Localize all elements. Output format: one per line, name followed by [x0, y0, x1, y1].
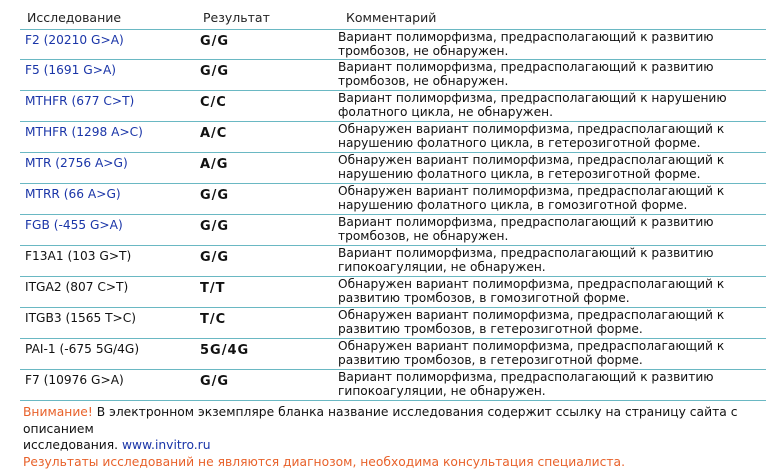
- table-row: [20, 184, 766, 215]
- test-result: A/C: [200, 126, 228, 141]
- table-row: [20, 122, 766, 153]
- comment-line-1: Вариант полиморфизма, предрасполагающий к развитию: [338, 215, 714, 229]
- warning-note-line2: [23, 437, 768, 454]
- comment-line-1: Вариант полиморфизма, предрасполагающий к развитию: [338, 370, 714, 384]
- test-name[interactable]: F2 (20210 G>A): [25, 33, 124, 47]
- warning-label: Внимание!: [23, 405, 93, 419]
- test-name[interactable]: MTHFR (1298 A>C): [25, 125, 143, 139]
- test-result: G/G: [200, 374, 230, 389]
- comment-line-2: нарушению фолатного цикла, в гетерозиготной форме.: [338, 135, 701, 150]
- test-result: T/T: [200, 281, 226, 296]
- test-comment: [338, 123, 738, 150]
- test-comment: [338, 154, 738, 181]
- comment-line-1: Обнаружен вариант полиморфизма, предрасполагающий к: [338, 277, 725, 291]
- table-row: [20, 246, 766, 277]
- test-result: T/C: [200, 312, 227, 327]
- test-result: G/G: [200, 64, 230, 79]
- header-comment: Комментарий: [346, 10, 437, 25]
- comment-line-1: Обнаружен вариант полиморфизма, предрасполагающий к: [338, 122, 725, 136]
- test-name[interactable]: MTR (2756 A>G): [25, 156, 128, 170]
- test-result: G/G: [200, 188, 230, 203]
- test-result: G/G: [200, 34, 230, 49]
- table-row: [20, 277, 766, 308]
- table-row: [20, 153, 766, 184]
- test-comment: [338, 92, 738, 119]
- table-row: [20, 308, 766, 339]
- test-name: F7 (10976 G>A): [25, 373, 124, 387]
- test-result: G/G: [200, 250, 230, 265]
- comment-line-1: Вариант полиморфизма, предрасполагающий к нарушению: [338, 91, 727, 105]
- test-name[interactable]: MTHFR (677 C>T): [25, 94, 135, 108]
- test-name: ITGA2 (807 C>T): [25, 280, 129, 294]
- test-comment: [338, 371, 738, 398]
- comment-line-2: развитию тромбозов, в гетерозиготной форме.: [338, 352, 643, 367]
- table-row: [20, 370, 766, 401]
- comment-line-1: Вариант полиморфизма, предрасполагающий к развитию: [338, 60, 714, 74]
- comment-line-1: Вариант полиморфизма, предрасполагающий к развитию: [338, 246, 714, 260]
- test-comment: [338, 309, 738, 336]
- comment-line-1: Обнаружен вариант полиморфизма, предрасполагающий к: [338, 153, 725, 167]
- test-comment: [338, 185, 738, 212]
- test-result: 5G/4G: [200, 343, 250, 358]
- comment-line-2: тромбозов, не обнаружен.: [338, 228, 509, 243]
- table-header: [0, 10, 778, 28]
- comment-line-2: тромбозов, не обнаружен.: [338, 43, 509, 58]
- comment-line-2: развитию тромбозов, в гомозиготной форме.: [338, 290, 630, 305]
- header-test: Исследование: [27, 10, 122, 25]
- table-row: [20, 215, 766, 246]
- test-comment: [338, 216, 738, 243]
- warning-note: [23, 404, 768, 437]
- comment-line-2: нарушению фолатного цикла, в гомозиготной форме.: [338, 197, 688, 212]
- comment-line-2: тромбозов, не обнаружен.: [338, 73, 509, 88]
- notes: [23, 404, 768, 470]
- test-comment: [338, 61, 738, 88]
- comment-line-2: гипокоагуляции, не обнаружен.: [338, 259, 546, 274]
- test-comment: [338, 247, 738, 274]
- comment-line-1: Обнаружен вариант полиморфизма, предрасполагающий к: [338, 184, 725, 198]
- comment-line-1: Обнаружен вариант полиморфизма, предрасполагающий к: [338, 308, 725, 322]
- test-comment: [338, 31, 738, 58]
- table-row: [20, 91, 766, 122]
- test-name[interactable]: MTRR (66 A>G): [25, 187, 121, 201]
- table-row: [20, 29, 766, 60]
- test-result: C/C: [200, 95, 227, 110]
- site-link[interactable]: www.invitro.ru: [122, 438, 211, 452]
- table-row: [20, 339, 766, 370]
- comment-line-2: гипокоагуляции, не обнаружен.: [338, 383, 546, 398]
- test-name: ITGB3 (1565 T>C): [25, 311, 137, 325]
- test-comment: [338, 278, 738, 305]
- table-row: [20, 60, 766, 91]
- warning-text-2: исследования.: [23, 438, 122, 452]
- warning-text: В электронном экземпляре бланка название исследования содержит ссылку на страницу сайта с описанием: [23, 405, 738, 436]
- test-result: A/G: [200, 157, 229, 172]
- test-result: G/G: [200, 219, 230, 234]
- results-table: [20, 29, 766, 401]
- comment-line-2: нарушению фолатного цикла, в гетерозиготной форме.: [338, 166, 701, 181]
- test-name[interactable]: F5 (1691 G>A): [25, 63, 117, 77]
- header-result: Результат: [203, 10, 270, 25]
- test-name: F13A1 (103 G>T): [25, 249, 132, 263]
- comment-line-2: фолатного цикла, не обнаружен.: [338, 104, 553, 119]
- comment-line-1: Вариант полиморфизма, предрасполагающий к развитию: [338, 30, 714, 44]
- test-comment: [338, 340, 738, 367]
- disclaimer: Результаты исследований не являются диагнозом, необходима консультация специалиста.: [23, 454, 625, 469]
- test-name: PAI-1 (-675 5G/4G): [25, 342, 140, 356]
- comment-line-1: Обнаружен вариант полиморфизма, предрасполагающий к: [338, 339, 725, 353]
- test-name[interactable]: FGB (-455 G>A): [25, 218, 123, 232]
- comment-line-2: развитию тромбозов, в гетерозиготной форме.: [338, 321, 643, 336]
